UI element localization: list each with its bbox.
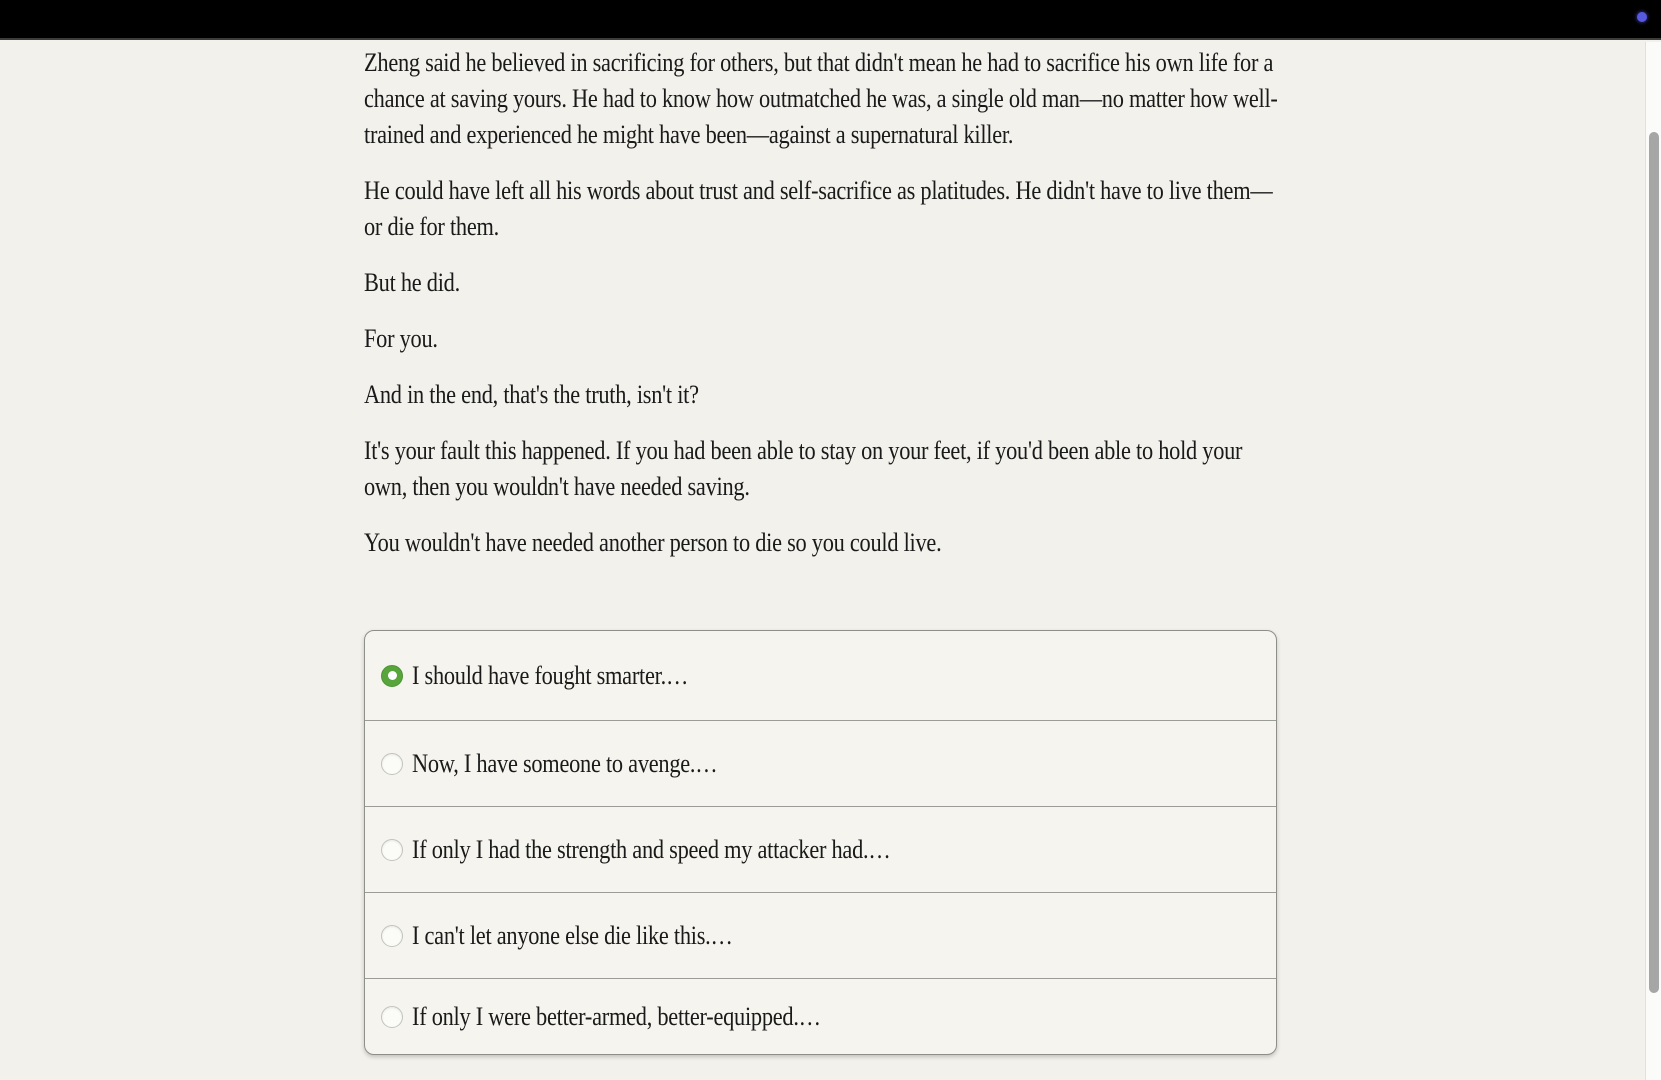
choice-option-label: I should have fought smarter.… (412, 660, 689, 690)
story-paragraph: He could have left all his words about trust and self-sacrifice as platitudes. He didn't have to live them—or die for them. (364, 176, 1273, 241)
story-paragraph: You wouldn't have needed another person to die so you could live. (364, 528, 942, 557)
radio-button-icon[interactable] (381, 925, 403, 947)
story-paragraph: And in the end, that's the truth, isn't it? (364, 380, 699, 409)
choice-option-5[interactable] (365, 978, 1276, 1054)
story-paragraph: But he did. (364, 268, 460, 297)
status-indicator-dot (1637, 12, 1647, 22)
choice-option-label: I can't let anyone else die like this.… (412, 920, 733, 950)
choice-group (364, 630, 1277, 1055)
scrollbar-thumb[interactable] (1649, 132, 1659, 993)
story-text (364, 45, 1289, 581)
choice-option-label: If only I had the strength and speed my attacker had.… (412, 834, 891, 864)
choice-option-4[interactable] (365, 892, 1276, 978)
choice-option-1[interactable] (365, 631, 1276, 720)
story-paragraph: For you. (364, 324, 438, 353)
story-paragraph: Zheng said he believed in sacrificing for others, but that didn't mean he had to sacrifice his own life for a chance at saving yours. He had to know how outmatched he was, a single old man—no matter how well-trained and experienced he might have been—against a supernatural killer. (364, 48, 1278, 149)
scrollbar-track[interactable] (1645, 42, 1661, 1080)
choice-option-label: Now, I have someone to avenge.… (412, 748, 718, 778)
choice-option-2[interactable] (365, 720, 1276, 806)
radio-button-selected-icon[interactable] (381, 665, 403, 687)
choice-option-label: If only I were better-armed, better-equipped.… (412, 1001, 821, 1031)
radio-button-icon[interactable] (381, 839, 403, 861)
radio-button-icon[interactable] (381, 1006, 403, 1028)
choice-option-3[interactable] (365, 806, 1276, 892)
top-bar (0, 0, 1661, 40)
story-paragraph: It's your fault this happened. If you had been able to stay on your feet, if you'd been able to hold your own, then you wouldn't have needed saving. (364, 436, 1243, 501)
radio-button-icon[interactable] (381, 753, 403, 775)
